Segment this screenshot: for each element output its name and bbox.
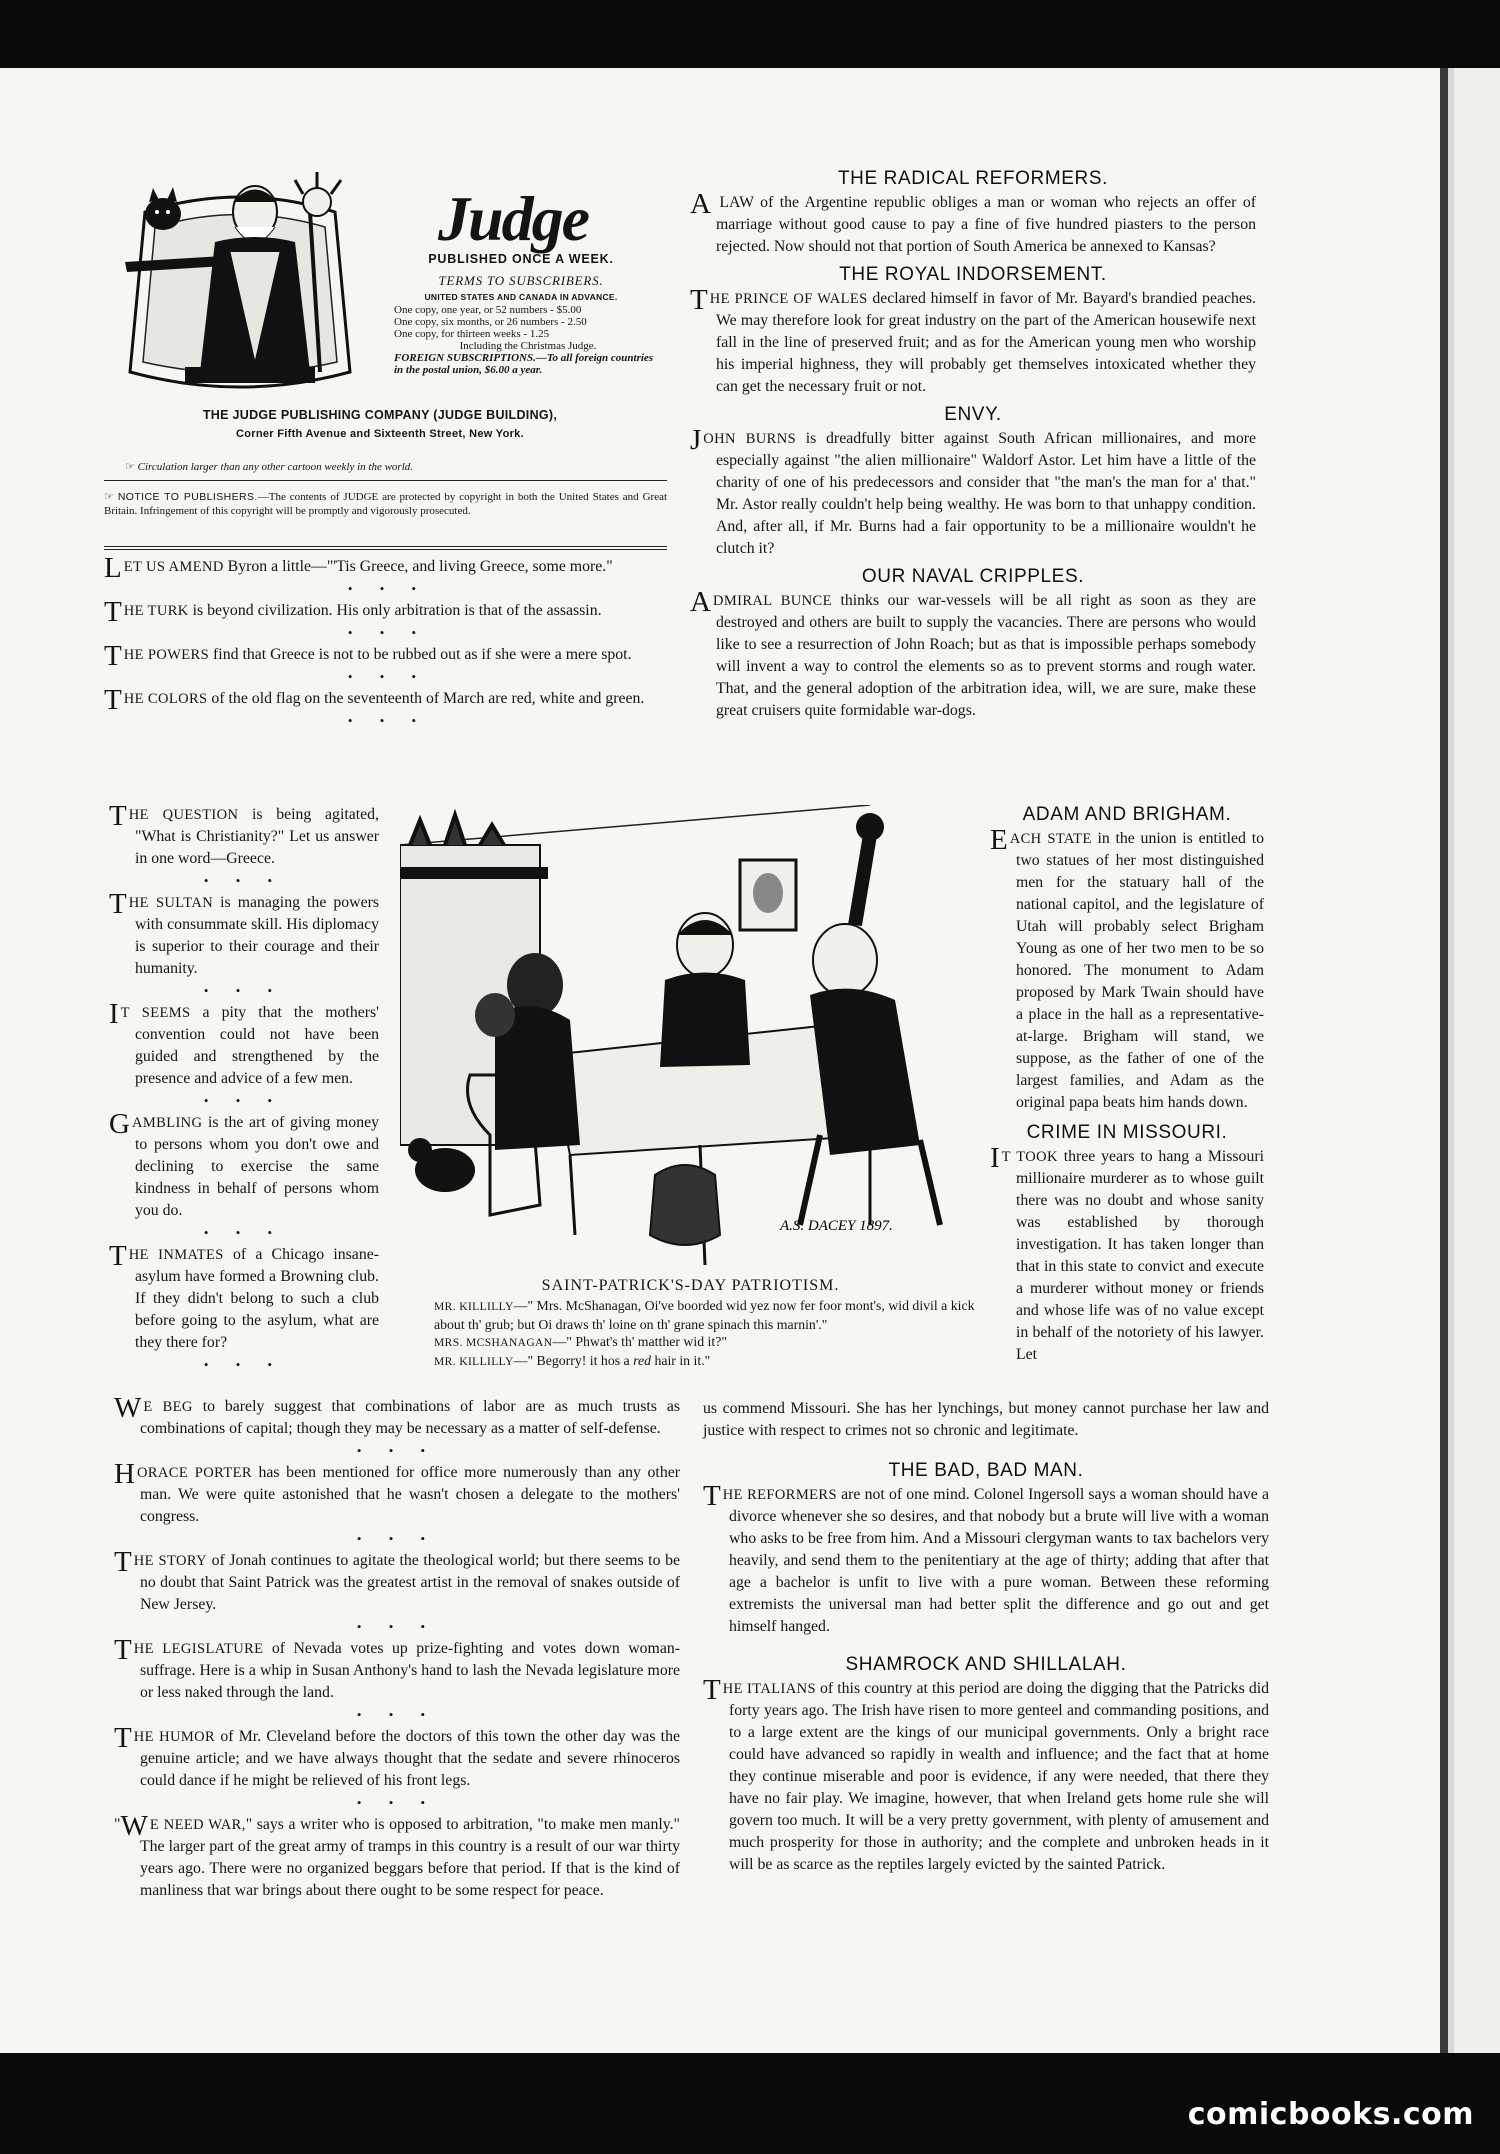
articles-column-top [690,166,1256,722]
separator-dots: • • • [347,713,429,728]
editorial-column-bottom [114,1392,681,1902]
paragraph-powers: THE POWERS find that Greece is not to be rubbed out as if she were a mere spot. [104,640,632,672]
article-radical-reformers: A LAW of the Argentine republic obliges a man or woman who rejects an offer of marriage without good cause to pay a fine of five hundred piasters to the person rejected. Now should not that portion of South America be annexed to Kansas? [690,188,1256,255]
paragraph-question: THE QUESTION is being agitated, "What is Christianity?" Let us answer in one word—Greece. [109,800,379,867]
paragraph-colors: THE COLORS of the old flag on the seventeenth of March are red, white and green. [104,684,645,716]
paragraph-porter: HORACE PORTER has been mentioned for office more numerously than any other man. We were quite astonished that he wasn't chosen a delegate to the mothers' congress. [114,1458,680,1525]
heading-adam-brigham: ADAM AND BRIGHAM. [1022,804,1232,825]
publisher-notice: ☞ NOTICE TO PUBLISHERS.—The contents of JUDGE are protected by copyright in both the United States and Great Britain. Infringement of this copyright will be promptly and vigorously prosecuted. [104,491,668,517]
paragraph-byron: LET US AMEND Byron a little—"'Tis Greece, and living Greece, some more." [104,552,613,584]
cartoon-title: SAINT-PATRICK'S-DAY PATRIOTISM. [541,1277,840,1294]
terms-heading: TERMS TO SUBSCRIBERS. [438,273,604,288]
heading-royal-indorsement: THE ROYAL INDORSEMENT. [839,264,1107,285]
heading-shamrock: SHAMROCK AND SHILLALAH. [845,1654,1127,1675]
circulation-line: ☞ Circulation larger than any other cartoon weekly in the world. [125,461,414,473]
publisher-block [100,406,660,444]
cartoon-signature: A.S. DACEY 1897. [780,1218,893,1234]
heading-radical-reformers: THE RADICAL REFORMERS. [837,168,1109,189]
rate-row: One copy, one year, or 52 numbers - $5.00 [394,304,582,316]
paragraph-war: "W E NEED WAR," says a writer who is opposed to arbitration, "to make men manly." The larger part of the great army of tramps in this country is a result of our war thirty years ago. There were no organized beggars before that period. If that is the kind of manliness that war brings about there ought to be some respect for peace. [114,1810,681,1899]
paragraph-jonah: THE STORY of Jonah continues to agitate the theological world; but there seems to be no doubt that Saint Patrick was the greatest artist in the removal of snakes outside of New Jersey. [114,1546,680,1613]
publisher-address: Corner Fifth Avenue and Sixteenth Street, New York. [236,428,524,440]
articles-column-narrow [990,802,1264,1366]
separator-dots: • • • [356,1531,438,1546]
article-adam-brigham: EACH STATE in the union is entitled to two statues of her most distinguished men for the statuary hall of the national capitol, and the legislature of Utah will probably select Brigham Young as one of her two men to be so honored. The monument to Adam proposed by Mark Twain should have a place in the hall as a representative-at-large. Brigham will stand, we suppose, as the father of one of the largest families, and Adam as the original papa beats him hands down. [990,824,1264,1111]
separator-dots: • • • [203,1225,285,1240]
separator-dots: • • • [347,669,429,684]
heading-crime-missouri: CRIME IN MISSOURI. [1026,1122,1228,1143]
separator-dots: • • • [356,1619,438,1634]
divider [104,480,667,481]
scan-top-border [0,0,1500,68]
published-line: PUBLISHED ONCE A WEEK. [428,252,614,266]
article-shamrock: THE ITALIANS of this country at this period are doing the digging that the Patricks did forty years ago. The Irish have risen to more genteel and commanding positions, and to a large extent are the kings of our municipal governments. Only a bright race could have advanced so rapidly in wealth and influence; and the fact that at home they continue miserable and poor is evidence, if any were needed, that there they have no fair play. We imagine, however, that when Ireland gets home rule she will govern too much. It will be a very pretty government, with plenty of amusement and much prosperity for those in authority; and the complete and unbroken heads in it will be as scarce as the reptiles largely evicted by the sainted Patrick. [703,1674,1269,1873]
masthead-subscription [380,250,662,376]
cartoon-caption [398,1275,983,1371]
paragraph-inmates: THE INMATES of a Chicago insane-asylum have formed a Browning club. If they didn't belong to such a club before going to the asylum, what are they there for? [109,1240,379,1351]
separator-dots: • • • [203,873,285,888]
separator-dots: • • • [347,581,429,596]
heading-naval-cripples: OUR NAVAL CRIPPLES. [861,566,1085,587]
page-edge [1440,68,1500,2053]
pointing-hand-icon: ☞ [104,491,114,503]
article-envy: JOHN BURNS is dreadfully bitter against South African millionaires, and more especially against "the alien millionaire" Waldorf Astor. Let him have a little of the charity of one of his predecessors and consider that "the man's the man for a' that." Mr. Astor really couldn't help being wealthy. He was born to that unhappy condition. And, after all, if Mr. Burns had a fair opportunity to be a millionaire wouldn't he clutch it? [690,424,1256,557]
publisher-name: THE JUDGE PUBLISHING COMPANY (JUDGE BUILDING), [202,408,558,422]
paragraph-nevada: THE LEGISLATURE of Nevada votes up prize-fighting and votes down woman-suffrage. Here is a whip in Susan Anthony's hand to lash the Nevada legislature more or less naked through the land. [114,1634,680,1701]
foreign-rates: FOREIGN SUBSCRIPTIONS.—To all foreign countries in the postal union, $6.00 a year. [394,352,654,376]
separator-dots: • • • [356,1707,438,1722]
article-naval-cripples: ADMIRAL BUNCE thinks our war-vessels will be all right as soon as they are destroyed and others are built to supply the vacancies. There are persons who would like to see a resurrection of John Roach; but as that is impossible perhaps somebody will invent a way to control the elements so as to prevent storms and rough water. That, and the general adoption of the arbitration idea, will, we are sure, make these great cruisers quite formidable war-dogs. [690,586,1256,719]
masthead-illustration [105,172,375,402]
separator-dots: • • • [203,1093,285,1108]
pointing-hand-icon: ☞ [125,461,135,473]
article-royal-indorsement: THE PRINCE OF WALES declared himself in favor of Mr. Bayard's brandied peaches. We may therefore look for great industry on the part of the American housewife next fall in the line of preserved fruit; and as for the American young men who worship his imperial highness, they will probably get themselves intoxicated whether they can get the necessary fruit or not. [690,284,1256,395]
article-crime-missouri-continued: us commend Missouri. She has her lynchings, but money cannot purchase her law and justice with respect to crimes not so chronic and legitimate. [703,1400,1269,1439]
scan-bottom-border [0,2053,1500,2154]
separator-dots: • • • [347,625,429,640]
articles-column-bottom [703,1398,1269,1876]
article-bad-man: THE REFORMERS are not of one mind. Colonel Ingersoll says a woman should have a divorce whenever she so desires, and that nobody but a brute will live with a woman who asks to be free from him. And a Missouri clergyman wants to tax bachelors very heavily, and send them to the penitentiary at the age of thirty; adding that after that age a bachelor is unfit to live with a pure woman. Between these reforming extremists the universal man had better split the difference and go out and get himself hanged. [703,1480,1269,1635]
separator-dots: • • • [356,1795,438,1810]
rate-row: One copy, for thirteen weeks - 1.25 [394,328,550,340]
paragraph-cleveland: THE HUMOR of Mr. Cleveland before the doctors of this town the other day was the genuine article; and we have always thought that the sedate and severe rhinoceros could dance if he might be relieved of his front legs. [114,1722,680,1789]
divider [104,546,667,547]
heading-envy: ENVY. [944,404,1002,425]
separator-dots: • • • [203,1357,285,1372]
heading-bad-man: THE BAD, BAD MAN. [888,1460,1084,1481]
terms-region: UNITED STATES AND CANADA IN ADVANCE. [424,292,618,302]
editorial-column-top [104,552,672,732]
paragraph-gambling: GAMBLING is the art of giving money to persons whom you don't owe and declining to exercise the same kindness in behalf of persons whom you do. [109,1108,379,1219]
article-crime-missouri: I T TOOK three years to hang a Missouri millionaire murderer as to whose guilt there was no doubt and whose sanity was established by thorough investigation. It has taken longer than that in this state to convict and execute a murderer without money or friends and whose life was of no value except in behalf of the notoriety of his lawyer. Let [990,1142,1264,1363]
paragraph-turk: THE TURK is beyond civilization. His only arbitration is that of the assassin. [104,596,602,628]
caption-line: MR. KILLILLY—" Mrs. McShanagan, Oi've boorded wid yez now fer foor mont's, wid divil a kick about th' grub; but Oi draws th' loine on th' grane spinach this marnin'." [434,1298,975,1332]
paragraph-trusts: W E BEG to barely suggest that combinations of labor are as much trusts as combinations of capital; though they may be necessary as a matter of self-defense. [114,1392,681,1437]
rates-list [394,304,662,376]
rate-row: One copy, six months, or 26 numbers - 2.50 [394,316,587,328]
masthead-logo: Judge [438,183,588,254]
paragraph-mothers: I T SEEMS a pity that the mothers' convention could not have been guided and strengthened by the presence and advice of a few men. [109,998,379,1087]
caption-line: MRS. MCSHANAGAN—" Phwat's th' matther wid it?" [434,1334,727,1349]
divider [104,549,667,550]
watermark: comicbooks.com [1187,2097,1474,2132]
rates-note: Including the Christmas Judge. [459,340,597,352]
paragraph-sultan: THE SULTAN is managing the powers with consummate skill. His diplomacy is superior to their courage and their humanity. [109,888,379,977]
editorial-column-narrow [109,800,379,1376]
caption-line: MR. KILLILLY—" Begorry! it hos a red hair in it." [434,1353,711,1368]
cartoon-illustration [400,805,985,1273]
separator-dots: • • • [203,983,285,998]
separator-dots: • • • [356,1443,438,1458]
